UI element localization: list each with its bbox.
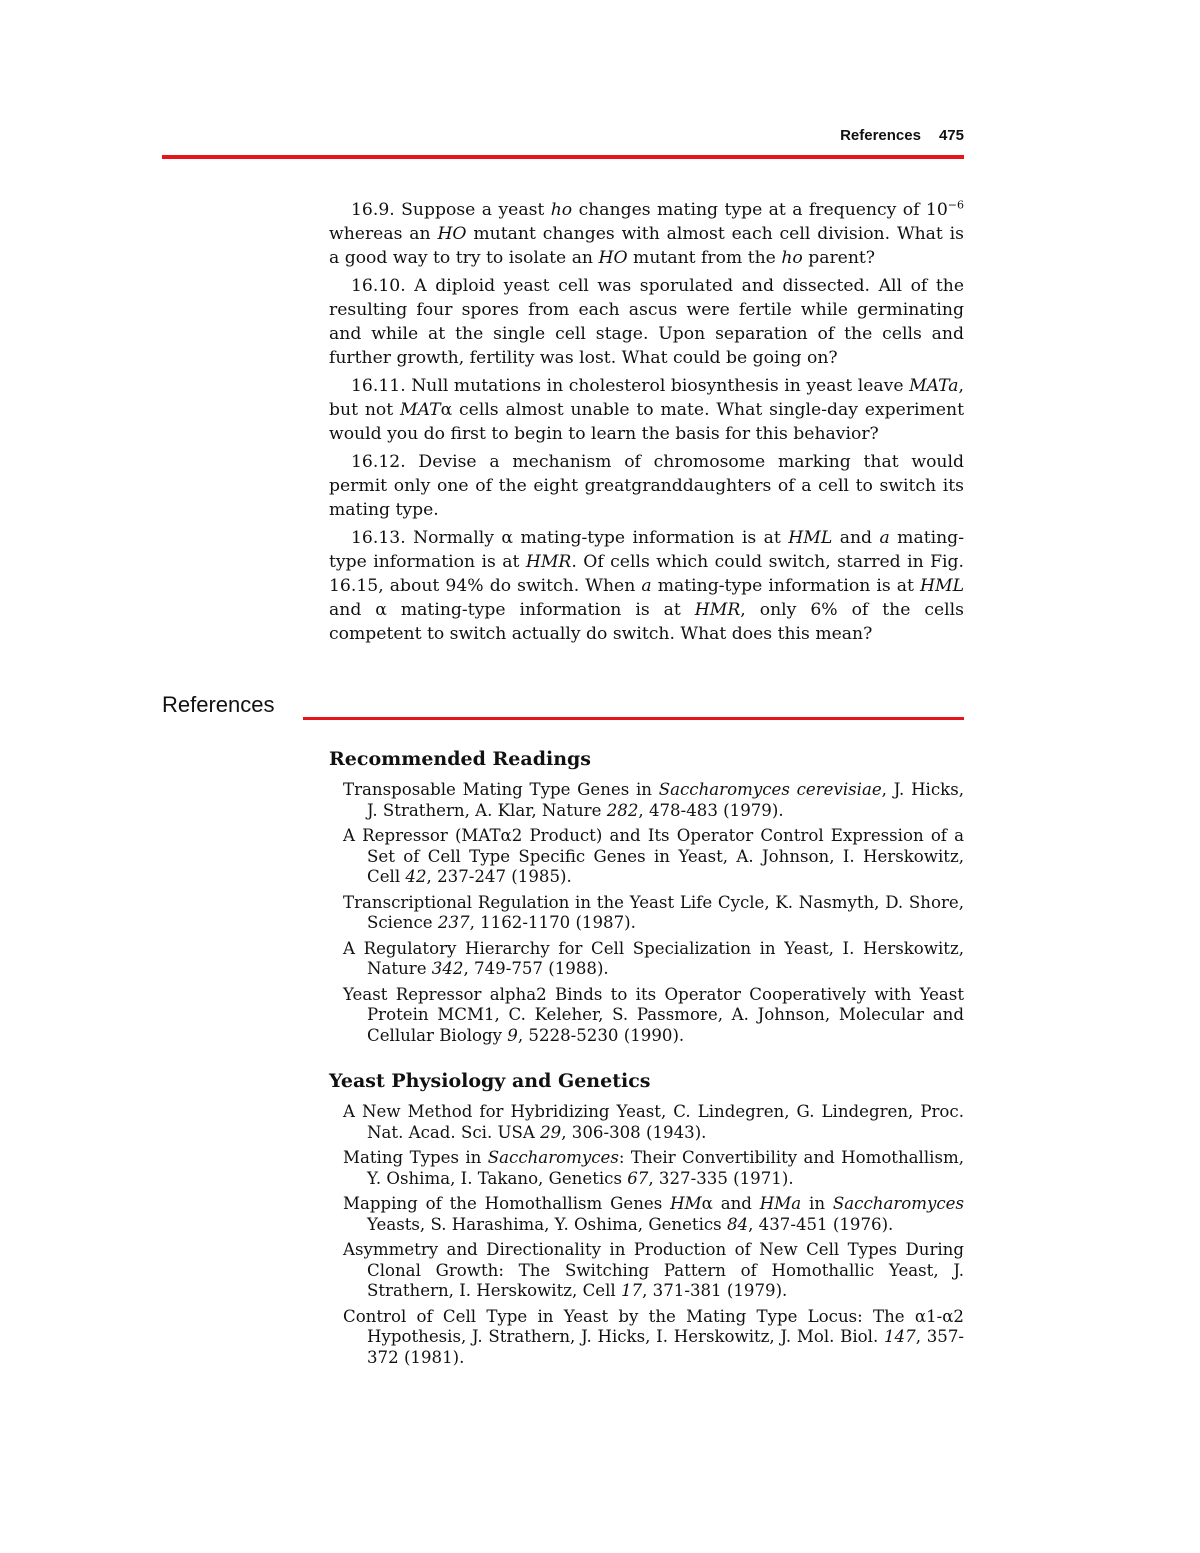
problem-paragraph: 16.11. Null mutations in cholesterol biosynthesis in yeast leave MATa, but not MATα cells almost unable to mate. What single-day experiment would you do first to begin to learn the basis for this behavior? [329,376,965,444]
references-block [329,746,964,1373]
running-head [840,127,964,144]
header-rule [162,155,964,159]
reference-item: Control of Cell Type in Yeast by the Mating Type Locus: The α1-α2 Hypothesis, J. Strathern, J. Hicks, I. Herskowitz, J. Mol. Biol. 147, 357-372 (1981). [343,1306,964,1367]
reference-item: A Repressor (MATα2 Product) and Its Operator Control Expression of a Set of Cell Type Specific Genes in Yeast, A. Johnson, I. Herskowitz, Cell 42, 237-247 (1985). [343,826,964,886]
reference-item: Mapping of the Homothallism Genes HMα and HMa in Saccharomyces Yeasts, S. Harashima, Y. Oshima, Genetics 84, 437-451 (1976). [343,1194,964,1234]
italic-text: 342 [431,959,464,978]
italic-text: ho [550,200,573,220]
reference-item: Mating Types in Saccharomyces: Their Convertibility and Homothallism, Y. Oshima, I. Takano, Genetics 67, 327-335 (1971). [343,1148,965,1188]
problem-paragraph: 16.12. Devise a mechanism of chromosome marking that would permit only one of the eight greatgranddaughters of a cell to switch its mating type. [329,452,964,520]
problem-paragraph: 16.13. Normally α mating-type information is at HML and a mating-type information is at HMR. Of cells which could switch, starred in Fig. 16.15, about 94% do switch. When a mating-type information is at HML and α mating-type information is at HMR, only 6% of the cells competent to switch actually do switch. What does this mean? [329,528,965,644]
italic-text: 9 [507,1025,518,1045]
references-rule [303,717,964,720]
problems-block [329,198,964,650]
italic-text: 29 [540,1122,562,1142]
italic-text: 67 [627,1168,649,1188]
italic-text: HML [920,576,965,596]
page-number: 475 [938,127,964,144]
italic-text: HO [437,224,467,244]
reference-section [329,746,964,1046]
italic-text: Saccharomyces [487,1148,619,1167]
italic-text: Saccharomyces cerevisiae [658,780,882,799]
italic-text: MAT [909,376,949,396]
reference-list [329,1102,964,1368]
italic-text: 147 [884,1327,916,1346]
italic-text: a [948,376,959,396]
reference-section [329,1068,964,1368]
italic-text: 17 [620,1281,643,1300]
reference-list [329,780,964,1046]
italic-text: HMR [525,552,572,572]
reference-section-title: Yeast Physiology and Genetics [329,1070,651,1092]
italic-text: Saccharomyces [832,1194,964,1213]
italic-text: ho [781,248,803,268]
problem-paragraph: 16.9. Suppose a yeast ho changes mating type at a frequency of $10^{-6}$ whereas an HO mutant changes with almost each cell division. What is a good way to try to isolate an HO mutant from the ho parent? [329,198,965,268]
reference-item: A New Method for Hybridizing Yeast, C. Lindegren, G. Lindegren, Proc. Nat. Acad. Sci. USA 29, 306-308 (1943). [343,1102,964,1142]
italic-text: HML [788,528,833,548]
italic-text: 42 [405,867,427,886]
superscript-text: −6 [947,198,964,212]
reference-item: A Regulatory Hierarchy for Cell Specialization in Yeast, I. Herskowitz, Nature 342, 749-757 (1988). [343,938,964,978]
reference-item: Yeast Repressor alpha2 Binds to its Operator Cooperatively with Yeast Protein MCM1, C. Keleher, S. Passmore, A. Johnson, Molecular and Cellular Biology 9, 5228-5230 (1990). [343,984,964,1045]
italic-text: 282 [606,800,639,820]
reference-item: Transcriptional Regulation in the Yeast Life Cycle, K. Nasmyth, D. Shore, Science 237, 1162-1170 (1987). [343,892,964,932]
problem-paragraph: 16.10. A diploid yeast cell was sporulated and dissected. All of the resulting four spores from each ascus were fertile while germinating and while at the single cell stage. Upon separation of the cells and further growth, fertility was lost. What could be going on? [329,276,964,368]
italic-text: HMa [759,1194,802,1213]
reference-section-title: Recommended Readings [329,748,591,770]
italic-text: MAT [400,400,441,420]
italic-text: 84 [726,1214,749,1234]
italic-text: a [641,576,652,596]
italic-text: HM [670,1194,702,1213]
references-heading: References [162,692,275,717]
italic-text: HMR [694,600,741,620]
italic-text: a [879,528,890,548]
reference-item: Asymmetry and Directionality in Production of New Cell Types During Clonal Growth: The Switching Pattern of Homothallic Yeast, J. Strathern, I. Herskowitz, Cell 17, 371-381 (1979). [343,1240,964,1300]
running-head-title: References [840,127,921,144]
italic-text: HO [598,248,628,268]
reference-item: Transposable Mating Type Genes in Saccharomyces cerevisiae, J. Hicks, J. Strathern, A. Klar, Nature 282, 478-483 (1979). [343,780,964,820]
italic-text: 237 [437,913,470,932]
